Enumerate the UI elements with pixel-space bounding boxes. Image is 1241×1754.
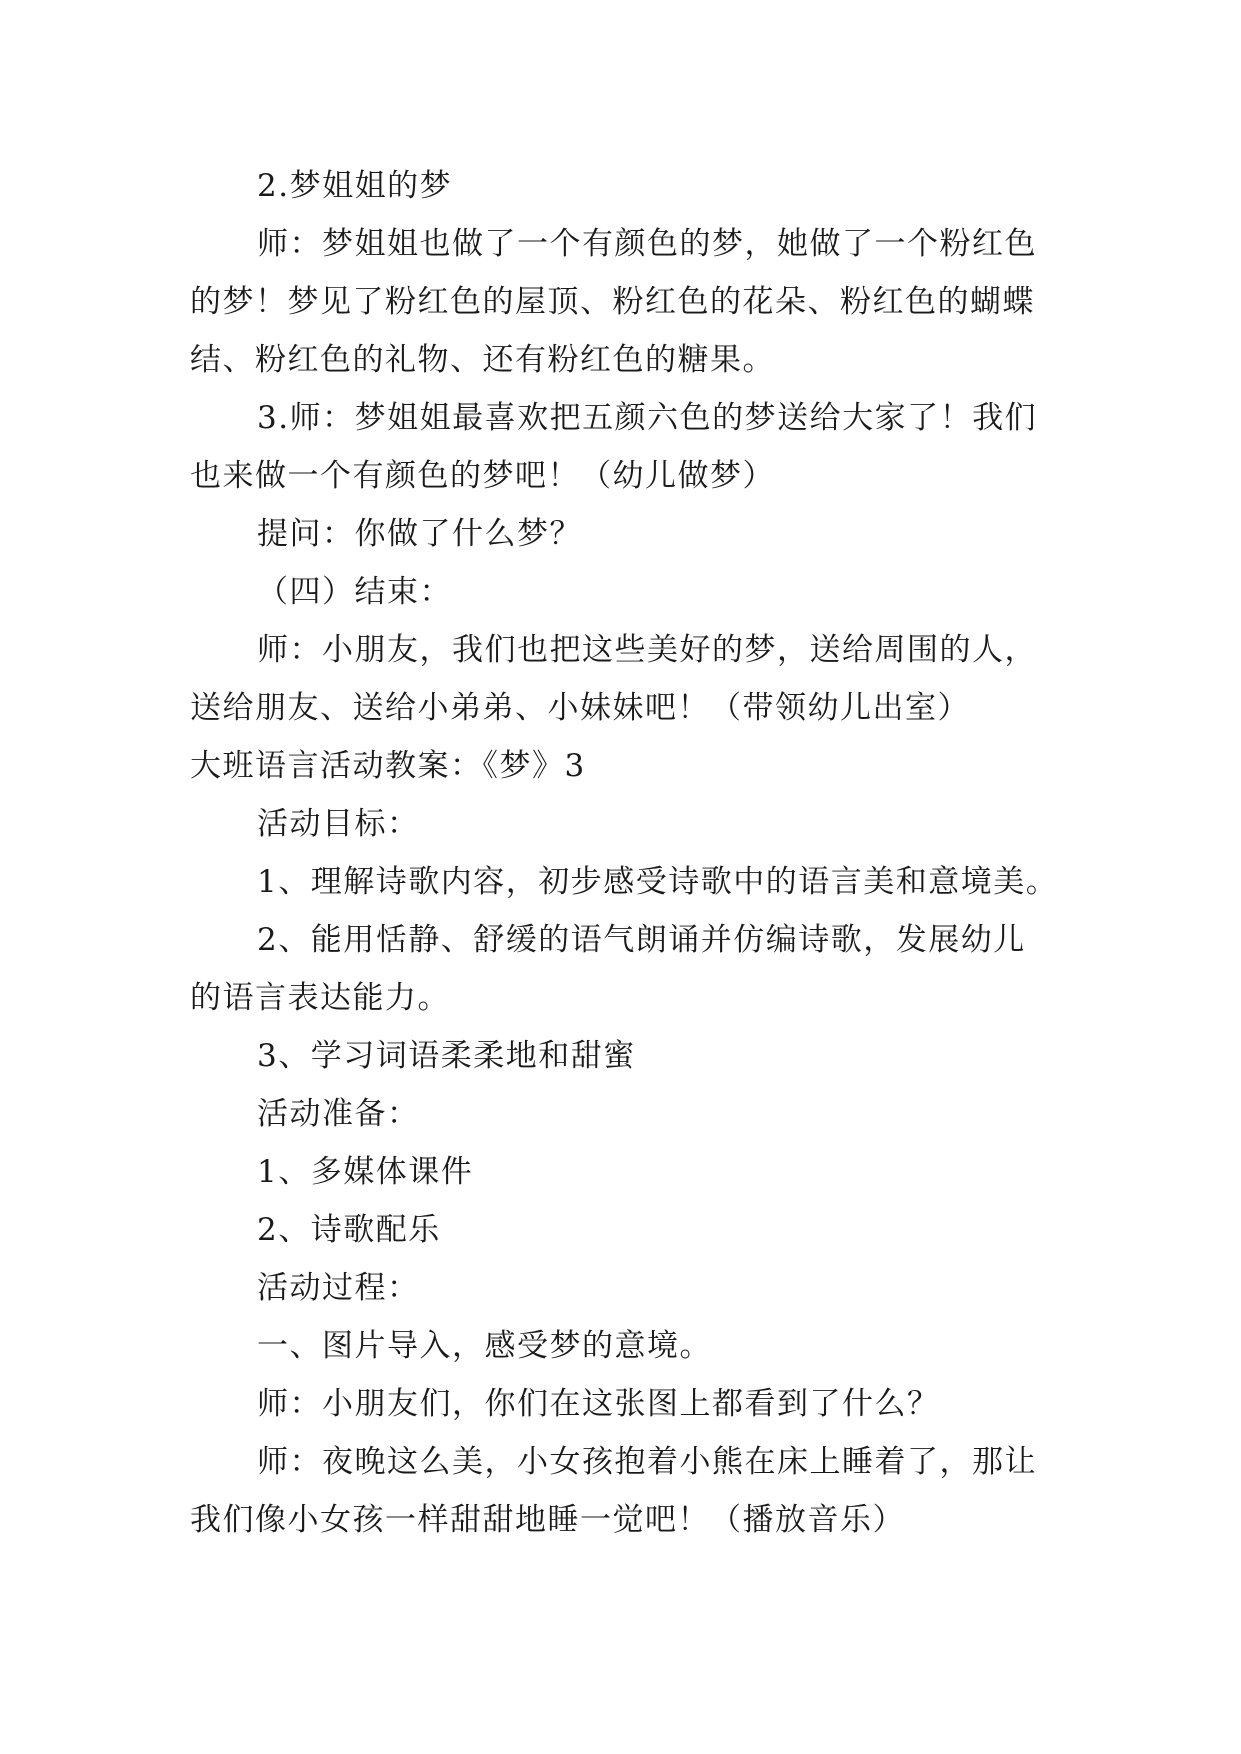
section-heading-ending: （四）结束： (257, 574, 452, 610)
paragraph-line: 的梦！梦见了粉红色的屋顶、粉红色的花朵、粉红色的蝴蝶 (190, 284, 1035, 320)
paragraph-line: 我们像小女孩一样甜甜地睡一觉吧！（播放音乐） (190, 1502, 905, 1538)
paragraph-line: 提问：你做了什么梦？ (257, 516, 582, 552)
paragraph-line: 也来做一个有颜色的梦吧！（幼儿做梦） (190, 458, 775, 494)
section-heading-dream-sister: 2.梦姐姐的梦 (257, 168, 453, 204)
list-item: 1、理解诗歌内容，初步感受诗歌中的语言美和意境美。 (257, 864, 1059, 900)
section-heading-goals: 活动目标： (257, 806, 420, 842)
paragraph-line: 师：夜晚这么美，小女孩抱着小熊在床上睡着了，那让 (257, 1444, 1037, 1480)
paragraph-line: 送给朋友、送给小弟弟、小妹妹吧！（带领幼儿出室） (190, 690, 970, 726)
step-heading: 一、图片导入，感受梦的意境。 (257, 1328, 712, 1364)
paragraph-line: 师：梦姐姐也做了一个有颜色的梦，她做了一个粉红色 (257, 226, 1037, 262)
paragraph-line: 师：小朋友，我们也把这些美好的梦，送给周围的人， (257, 632, 1037, 668)
list-item: 3、学习词语柔柔地和甜蜜 (257, 1038, 636, 1074)
section-heading-process: 活动过程： (257, 1270, 420, 1306)
section-heading-preparation: 活动准备： (257, 1096, 420, 1132)
list-item: 1、多媒体课件 (257, 1154, 474, 1190)
list-item-continuation: 的语言表达能力。 (190, 980, 450, 1016)
list-item: 2、能用恬静、舒缓的语气朗诵并仿编诗歌，发展幼儿 (257, 922, 1026, 958)
paragraph-line: 结、粉红色的礼物、还有粉红色的糖果。 (190, 342, 775, 378)
paragraph-line: 3.师：梦姐姐最喜欢把五颜六色的梦送给大家了！我们 (257, 400, 1038, 436)
paragraph-line: 师：小朋友们，你们在这张图上都看到了什么？ (257, 1386, 940, 1422)
list-item: 2、诗歌配乐 (257, 1212, 441, 1248)
lesson-title: 大班语言活动教案：《梦》3 (190, 748, 586, 784)
